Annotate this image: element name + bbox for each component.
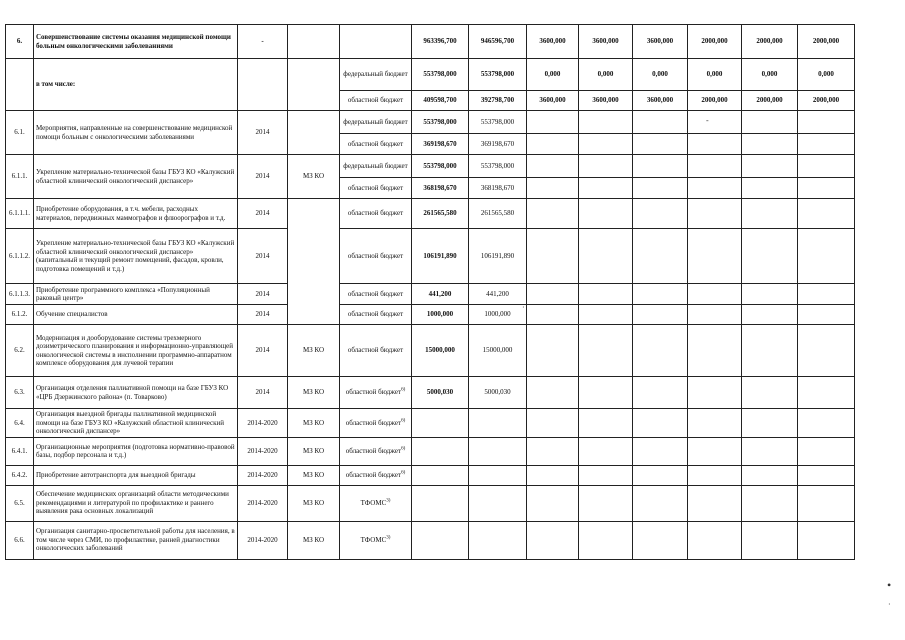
amount-cell: [579, 178, 633, 199]
amount-cell: 409598,700: [412, 91, 469, 111]
amount-cell: 369198,670: [412, 134, 469, 155]
amount-cell: [527, 325, 579, 377]
item-number: 6.4.2.: [6, 465, 34, 485]
item-period: 2014-2020: [238, 409, 288, 438]
funding-source: [340, 465, 412, 485]
item-number: 6.1.1.1.: [6, 199, 34, 229]
table-row: [6, 325, 855, 377]
amount-cell: [412, 437, 469, 465]
funding-source-text: областной бюджет: [347, 346, 404, 355]
amount-cell: [579, 465, 633, 485]
funding-source: [340, 325, 412, 377]
item-executor: МЗ КО: [288, 409, 340, 438]
item-number: [6, 59, 34, 111]
item-number: 6.2.: [6, 325, 34, 377]
amount-cell: 2000,000: [798, 91, 855, 111]
scan-mark: -: [706, 116, 709, 125]
amount-cell: [527, 111, 579, 134]
amount-cell: [742, 111, 798, 134]
table-row: [6, 59, 855, 91]
item-number: 6.5.: [6, 485, 34, 521]
table-row: [6, 25, 855, 59]
amount-cell: [742, 178, 798, 199]
amount-cell: [633, 229, 688, 284]
funding-source: [340, 134, 412, 155]
item-number: 6.: [6, 25, 34, 59]
funding-source-text: федеральный бюджет: [343, 70, 408, 79]
item-executor: [288, 59, 340, 111]
amount-cell: [798, 377, 855, 409]
program-table: [5, 24, 855, 560]
item-number: 6.1.: [6, 111, 34, 155]
amount-cell: [527, 521, 579, 559]
amount-cell: 2000,000: [688, 25, 742, 59]
amount-cell: 15000,000: [469, 325, 527, 377]
table-row: [6, 377, 855, 409]
amount-cell: 553798,000: [469, 155, 527, 178]
amount-cell: [579, 111, 633, 134]
amount-cell: 441,200: [469, 284, 527, 305]
amount-cell: [633, 409, 688, 438]
amount-cell: [742, 465, 798, 485]
footnote-mark: 6): [401, 418, 406, 424]
table-row: [6, 155, 855, 178]
amount-cell: [688, 409, 742, 438]
item-name: Приобретение программного комплекса «Популяционный раковый центр»: [34, 284, 238, 305]
item-number: 6.4.1.: [6, 437, 34, 465]
scan-mark: •: [887, 578, 892, 592]
table-row: [6, 485, 855, 521]
item-name: Укрепление материально-технической базы ГБУЗ КО «Калужский областной клинический онкологический диспансер»: [34, 155, 238, 199]
table-row: [6, 111, 855, 134]
item-name: Приобретение автотранспорта для выездной бригады: [34, 465, 238, 485]
table-row: [6, 229, 855, 284]
amount-cell: 261565,580: [412, 199, 469, 229]
item-name: Организация выездной бригады паллиативной медицинской помощи на базе ГБУЗ КО «Калужский областной клинический онкологический диспансер»: [34, 409, 238, 438]
amount-cell: 368198,670: [412, 178, 469, 199]
amount-cell: [633, 111, 688, 134]
item-period: 2014: [238, 199, 288, 229]
table-row: [6, 521, 855, 559]
item-executor: МЗ КО: [288, 465, 340, 485]
item-executor: МЗ КО: [288, 521, 340, 559]
funding-source-text: областной бюджет: [347, 96, 404, 105]
item-period: 2014: [238, 155, 288, 199]
amount-cell: [469, 485, 527, 521]
amount-cell: [798, 521, 855, 559]
item-executor: [288, 199, 340, 325]
amount-cell: [742, 134, 798, 155]
funding-source-text: ТФОМС: [360, 535, 387, 544]
amount-cell: [798, 409, 855, 438]
funding-source-text: областной бюджет: [345, 446, 402, 455]
amount-cell: [798, 465, 855, 485]
funding-source-text: областной бюджет: [345, 418, 402, 427]
item-executor: МЗ КО: [288, 437, 340, 465]
item-number: 6.1.2.: [6, 305, 34, 325]
footnote-mark: 3): [386, 498, 391, 504]
amount-cell: [742, 229, 798, 284]
amount-cell: [469, 465, 527, 485]
amount-cell: [633, 155, 688, 178]
funding-source-text: областной бюджет: [347, 183, 404, 192]
amount-cell: [412, 485, 469, 521]
amount-cell: [688, 178, 742, 199]
item-period: 2014: [238, 377, 288, 409]
footnote-mark: 6): [401, 387, 406, 393]
amount-cell: [633, 377, 688, 409]
item-executor: МЗ КО: [288, 485, 340, 521]
funding-source-text: областной бюджет: [345, 388, 402, 397]
amount-cell: [579, 155, 633, 178]
amount-cell: [633, 178, 688, 199]
amount-cell: [579, 409, 633, 438]
item-executor: МЗ КО: [288, 155, 340, 199]
amount-cell: [527, 178, 579, 199]
item-period: 2014-2020: [238, 465, 288, 485]
funding-source: [340, 155, 412, 178]
amount-cell: [798, 284, 855, 305]
amount-cell: [742, 155, 798, 178]
amount-cell: [688, 229, 742, 284]
item-period: 2014-2020: [238, 437, 288, 465]
funding-source-text: областной бюджет: [347, 251, 404, 260]
amount-cell: [527, 155, 579, 178]
item-period: 2014: [238, 111, 288, 155]
amount-cell: 261565,580: [469, 199, 527, 229]
amount-cell: [742, 305, 798, 325]
amount-cell: [742, 485, 798, 521]
funding-source: [340, 229, 412, 284]
item-number: 6.1.1.: [6, 155, 34, 199]
amount-cell: [527, 199, 579, 229]
amount-cell: [798, 325, 855, 377]
item-period: 2014: [238, 284, 288, 305]
amount-cell: 0,000: [527, 59, 579, 91]
amount-cell: 3600,000: [579, 91, 633, 111]
amount-cell: [688, 284, 742, 305]
item-name: Организационные мероприятия (подготовка нормативно-правовой базы, подбор персонала и т.д.): [34, 437, 238, 465]
item-period: 2014-2020: [238, 521, 288, 559]
amount-cell: 553798,000: [412, 155, 469, 178]
amount-cell: 3600,000: [633, 25, 688, 59]
amount-cell: [633, 437, 688, 465]
amount-cell: 5000,030: [469, 377, 527, 409]
amount-cell: [688, 134, 742, 155]
item-number: 6.6.: [6, 521, 34, 559]
funding-source: [340, 409, 412, 438]
item-name: Приобретение оборудования, в т.ч. мебели, расходных материалов, передвижных маммографов и флюорографов и т.д.: [34, 199, 238, 229]
amount-cell: [688, 199, 742, 229]
amount-cell: [798, 305, 855, 325]
amount-cell: 3600,000: [527, 91, 579, 111]
funding-source: [340, 437, 412, 465]
amount-cell: 2000,000: [742, 91, 798, 111]
amount-cell: [742, 377, 798, 409]
item-number: 6.3.: [6, 377, 34, 409]
amount-cell: [579, 437, 633, 465]
item-period: 2014: [238, 325, 288, 377]
amount-cell: 553798,000: [412, 59, 469, 91]
amount-cell: [527, 485, 579, 521]
amount-cell: 2000,000: [798, 25, 855, 59]
amount-cell: [688, 521, 742, 559]
funding-source: [340, 284, 412, 305]
funding-source-text: областной бюджет: [347, 310, 404, 319]
amount-cell: 368198,670: [469, 178, 527, 199]
amount-cell: [798, 134, 855, 155]
amount-cell: [579, 199, 633, 229]
item-executor: [288, 111, 340, 155]
amount-cell: 369198,670: [469, 134, 527, 155]
amount-cell: [469, 409, 527, 438]
item-number: 6.4.: [6, 409, 34, 438]
amount-cell: [633, 305, 688, 325]
amount-cell: [688, 111, 742, 134]
item-name: Обеспечение медицинских организаций области методическими рекомендациями и литературой по профилактике и раннего выявления рака основных локализаций: [34, 485, 238, 521]
amount-cell: [412, 521, 469, 559]
funding-source: [340, 485, 412, 521]
item-period: -: [238, 25, 288, 59]
amount-cell: [798, 199, 855, 229]
amount-cell: [742, 325, 798, 377]
amount-cell: [633, 284, 688, 305]
funding-source: [340, 25, 412, 59]
amount-cell: [742, 521, 798, 559]
amount-cell: 5000,030: [412, 377, 469, 409]
funding-source: [340, 199, 412, 229]
funding-source-text: областной бюджет: [345, 470, 402, 479]
amount-cell: [798, 229, 855, 284]
amount-cell: [633, 465, 688, 485]
amount-cell: [527, 465, 579, 485]
amount-cell: [633, 521, 688, 559]
amount-cell: [742, 199, 798, 229]
amount-cell: 946596,700: [469, 25, 527, 59]
scan-mark: ·: [888, 600, 891, 609]
amount-cell: [469, 437, 527, 465]
amount-cell: [798, 111, 855, 134]
funding-source: [340, 377, 412, 409]
amount-cell: [633, 134, 688, 155]
funding-source: [340, 521, 412, 559]
amount-cell: 2000,000: [688, 91, 742, 111]
funding-source: [340, 59, 412, 91]
amount-cell: 441,200: [412, 284, 469, 305]
item-name: Организация отделения паллиативной помощи на базе ГБУЗ КО «ЦРБ Дзержинского района» (п. Товарково): [34, 377, 238, 409]
item-number: 6.1.1.3.: [6, 284, 34, 305]
funding-source: [340, 178, 412, 199]
item-executor: МЗ КО: [288, 377, 340, 409]
amount-cell: 1000,000: [412, 305, 469, 325]
amount-cell: [742, 409, 798, 438]
funding-source: [340, 111, 412, 134]
funding-source: [340, 305, 412, 325]
amount-cell: [579, 521, 633, 559]
amount-cell: [633, 485, 688, 521]
item-name: Совершенствование системы оказания медицинской помощи больным онкологическими заболеваниями: [34, 25, 238, 59]
item-name: Укрепление материально-технической базы ГБУЗ КО «Калужский областной клинический онкологический диспансер» (капитальный и текущий ремонт помещений, фасадов, кровли, подготовка помещений и т.д.): [34, 229, 238, 284]
amount-cell: [527, 305, 579, 325]
amount-cell: [798, 437, 855, 465]
item-period: 2014-2020: [238, 485, 288, 521]
amount-cell: [527, 134, 579, 155]
amount-cell: [688, 155, 742, 178]
amount-cell: 106191,890: [469, 229, 527, 284]
amount-cell: 0,000: [633, 59, 688, 91]
amount-cell: 553798,000: [469, 111, 527, 134]
amount-cell: 553798,000: [412, 111, 469, 134]
amount-cell: [412, 465, 469, 485]
amount-cell: [579, 305, 633, 325]
item-name: Мероприятия, направленные на совершенствование медицинской помощи больным с онкологическими заболеваниями: [34, 111, 238, 155]
table-row: [6, 284, 855, 305]
amount-cell: [688, 485, 742, 521]
amount-cell: [742, 437, 798, 465]
funding-source-text: ТФОМС: [360, 498, 387, 507]
table-row: [6, 465, 855, 485]
amount-cell: [798, 178, 855, 199]
amount-cell: [688, 325, 742, 377]
amount-cell: 2000,000: [742, 25, 798, 59]
amount-cell: [798, 485, 855, 521]
item-number: 6.1.1.2.: [6, 229, 34, 284]
amount-cell: [579, 377, 633, 409]
item-period: 2014: [238, 229, 288, 284]
item-name: Обучение специалистов: [34, 305, 238, 325]
item-executor: [288, 25, 340, 59]
funding-source-text: федеральный бюджет: [343, 117, 408, 126]
funding-source-text: федеральный бюджет: [343, 161, 408, 170]
table-row: [6, 305, 855, 325]
amount-cell: [633, 199, 688, 229]
amount-cell: [579, 284, 633, 305]
amount-cell: [633, 325, 688, 377]
footnote-mark: 6): [401, 470, 406, 476]
amount-cell: [412, 409, 469, 438]
amount-cell: 106191,890: [412, 229, 469, 284]
amount-cell: 963396,700: [412, 25, 469, 59]
item-name: в том числе:: [34, 59, 238, 111]
amount-cell: [742, 284, 798, 305]
funding-source: [340, 91, 412, 111]
item-name: Организация санитарно-просветительной работы для населения, в том числе через СМИ, по профилактике, ранней диагностики онкологических заболеваний: [34, 521, 238, 559]
item-executor: МЗ КО: [288, 325, 340, 377]
item-period: 2014: [238, 305, 288, 325]
table-row: [6, 437, 855, 465]
funding-source-text: областной бюджет: [347, 139, 404, 148]
footnote-mark: 3): [386, 535, 391, 541]
amount-cell: 0,000: [742, 59, 798, 91]
amount-cell: [579, 485, 633, 521]
amount-cell: [688, 377, 742, 409]
table-row: [6, 409, 855, 438]
amount-cell: [688, 305, 742, 325]
footnote-mark: 6): [401, 446, 406, 452]
amount-cell: 1000,000: [469, 305, 527, 325]
amount-cell: 553798,000: [469, 59, 527, 91]
amount-cell: 3600,000: [579, 25, 633, 59]
amount-cell: [527, 377, 579, 409]
amount-cell: [527, 284, 579, 305]
amount-cell: 0,000: [688, 59, 742, 91]
amount-cell: [579, 325, 633, 377]
table-row: [6, 199, 855, 229]
amount-cell: [527, 229, 579, 284]
amount-cell: 0,000: [579, 59, 633, 91]
item-period: [238, 59, 288, 111]
amount-cell: 0,000: [798, 59, 855, 91]
amount-cell: 392798,700: [469, 91, 527, 111]
amount-cell: 3600,000: [527, 25, 579, 59]
amount-cell: [688, 465, 742, 485]
scan-mark: ·: [522, 303, 525, 312]
amount-cell: [579, 229, 633, 284]
amount-cell: [527, 409, 579, 438]
amount-cell: 3600,000: [633, 91, 688, 111]
amount-cell: 15000,000: [412, 325, 469, 377]
amount-cell: [688, 437, 742, 465]
item-name: Модернизация и дооборудование системы трехмерного дозиметрического планирования и информационно-управляющей онкологической системы в инсполнении программно-аппаратном комплексе оборудования для лучевой терапии: [34, 325, 238, 377]
funding-source-text: областной бюджет: [347, 289, 404, 298]
amount-cell: [469, 521, 527, 559]
amount-cell: [527, 437, 579, 465]
amount-cell: [579, 134, 633, 155]
amount-cell: [798, 155, 855, 178]
funding-source-text: областной бюджет: [347, 209, 404, 218]
